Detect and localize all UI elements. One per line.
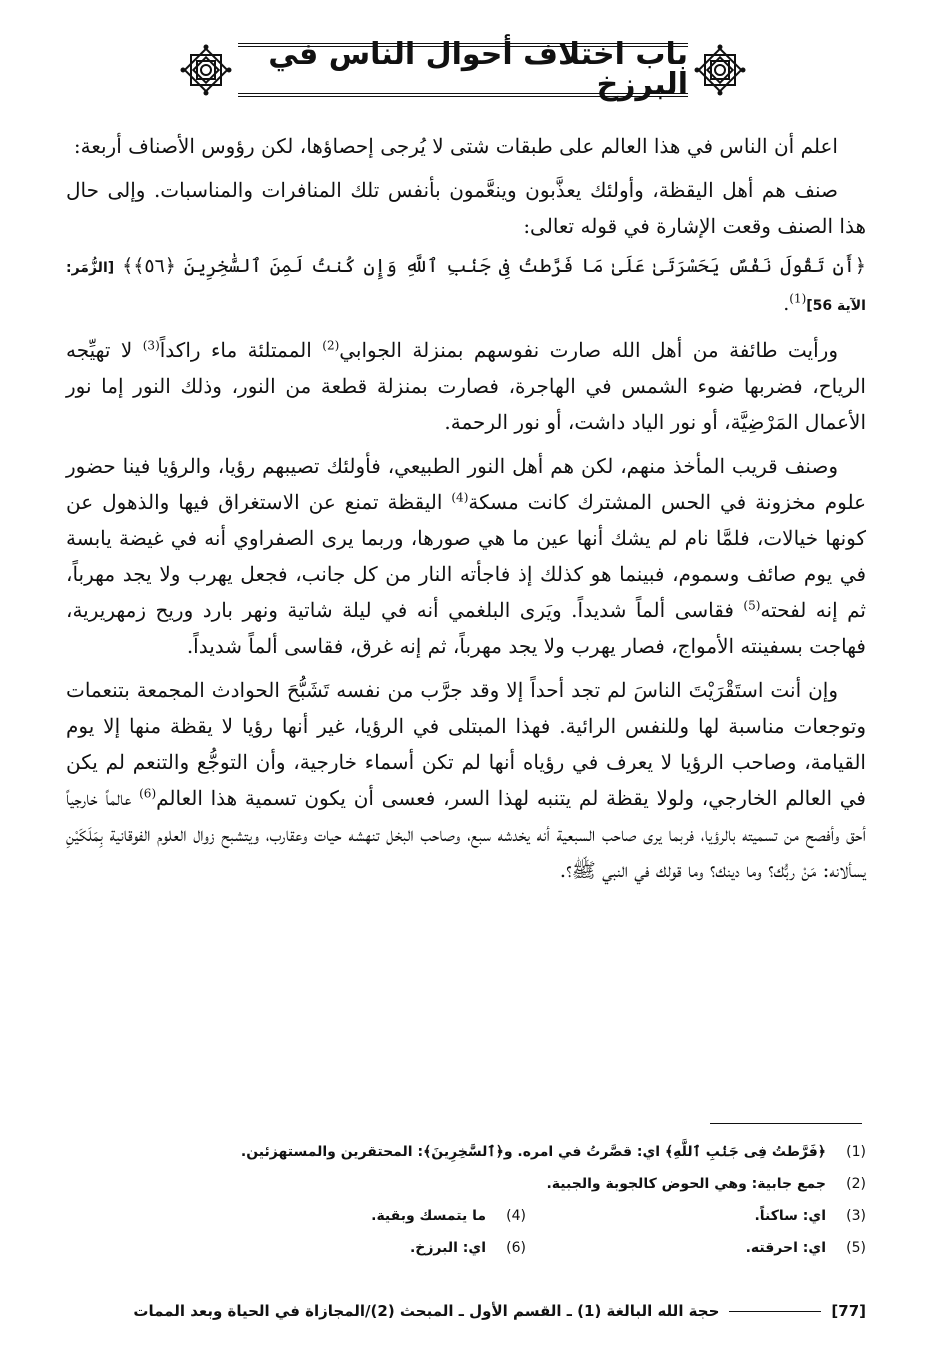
eight-point-star-ornament-icon [694,44,746,96]
paragraph-text: فقاسى ألماً شديداً. ويَرى البلغمي أنه في ليلة شاتية ونهر بارد وريح زمهريرية، فهاجت بسفينته الأمواج، فصار يهرب ولا يجد مهرباً، ثم إنه غرق، فقاسى ألماً شديداً. [66,598,866,658]
paragraph-text: اليقظة تمنع عن الاستغراق فيها والذهول عن كونها خيالات، فلمَّا نام لم يشك أنها عين ما هي صورها، وربما يرى الصفراوي أنه في غيضة يابسة في يوم صائف وسموم، فبينما هو كذلك إذ فاجأته النار من كل جانب، فجعل يهرب ولا يجد مهرباً، ثم إنه لفحته [66,490,866,622]
paragraph-2: صنف هم أهل اليقظة، وأولئك يعذَّبون وينعَّمون بأنفس تلك المنافرات والمناسبات. وإلى حال هذا الصنف وقعت الإشارة في قوله تعالى: [66,178,866,238]
footnote-number: (1) [846,1144,866,1160]
footnote-3 [526,1200,866,1232]
quran-verse: ﴿أَن تَقُولَ نَفْسٌ يَحَسْرَتَىٰ عَلَىٰ مَا فَرَّطتُ فِى جَنۢبِ ٱللَّهِ وَإِن كُنتُ لَمِنَ ٱلسَّٰخِرِينَ ﴿٥٦﴾﴾ [122,255,867,277]
footnotes [66,1136,866,1264]
footnote-4 [371,1200,526,1232]
footnote-marker: (5) [743,598,761,613]
eight-point-star-ornament-icon [180,44,232,96]
footnote-5 [526,1232,866,1264]
footnote-text: ما يتمسك وبقية. [371,1208,486,1224]
footnote-6 [410,1232,526,1264]
footnote-divider [710,1123,862,1124]
paragraph-text: وصنف قريب المأخذ منهم، لكن هم أهل النور الطبيعي، فأولئك تصيبهم رؤيا، والرؤيا فينا حضور علوم مخزونة في الحس المشترك كانت مسكة [66,454,866,514]
footnote-text: ﴿فَرَّطتُ فِى جَنۢبِ ٱللَّهِ﴾ اي: قصَّرتُ في امره. و﴿ٱلسَّٰخِرِينَ﴾: المحتقرين والمستهزئين. [240,1144,826,1160]
quran-verse-block: ﴿أَن تَقُولَ نَفْسٌ يَحَسْرَتَىٰ عَلَىٰ مَا فَرَّطتُ فِى جَنۢبِ ٱللَّهِ وَإِن كُنتُ لَمِنَ ٱلسَّٰخِرِينَ ﴿٥٦﴾﴾ [الزُّمَر: الآية 56]$^{(1)}$. [66,255,867,315]
paragraph-text: الممتلئة ماء راكداً [159,338,323,362]
footnote-number: (3) [846,1208,866,1224]
footnote-row [66,1232,866,1264]
footnote-row [66,1200,866,1232]
paragraph-4 [66,448,866,664]
page-number: [77] [831,1302,866,1320]
main-text [66,128,866,888]
footnote-number: (2) [846,1176,866,1192]
quran-reference: [الزُّمَر: الآية 56] [66,260,866,314]
footnote-2 [66,1168,866,1200]
paragraph-text: ورأيت طائفة من أهل الله صارت نفوسهم بمنزلة الجوابي [339,338,838,362]
footnote-number: (5) [846,1240,866,1256]
footnote-marker: (1) [789,291,807,306]
footnote-marker: (3) [142,338,160,353]
paragraph-text: عالماً خارجياً أحق وأفصح من تسميته بالرؤيا، فربما يرى صاحب السبعية أنه يخدشه سبع، وصاحب البخل تنهشه حيات وعقارب، ويتشبح زوال العلوم الفوقانية بِمَلَكَيْنِ يسألانه: مَنْ ربُّك؟ وما دينك؟ وما قولك في النبي ﷺ؟. [66,786,866,882]
paragraph-text: لا تهيِّجه الرياح، فضربها ضوء الشمس في الهاجرة، فصارت بمنزلة قطعة من النور، وذلك النور إما نور الأعمال المَرْضِيَّة، أو نور الياد داشت، أو نور الرحمة. [66,338,866,434]
paragraph-5 [66,672,866,888]
running-title: حجة الله البالغة (1) ـ القسم الأول ـ المبحث (2)/المجازاة في الحياة وبعد الممات [133,1302,720,1320]
footer-rule [729,1311,821,1312]
footnote-text: اي: ساكناً. [754,1208,826,1224]
footnote-marker: (2) [322,338,340,353]
footnote-text: اي: البرزخ. [409,1240,486,1256]
chapter-title-banner [180,37,746,102]
paragraph-text: وإن أنت استَقْرَيْتَ الناسَ لم تجد أحداً إلا وقد جرَّب من نفسه تَشَبُّحَ الحوادث المجمعة بتنعمات وتوجعات مناسبة لها وللنفس الرائية. فهذا المبتلى في الرؤيا، غير أنها رؤيا لا يقظة منها إلا يوم القيامة، وصاحب الرؤيا لا يعرف في رؤياه أنها لم تكن أسماء خارجية، وأن التوجُّع والتنعم لم يكن في العالم الخارجي، ولولا يقظة لم يتنبه لهذا السر، فعسى أن يكون تسمية هذا العالم [66,678,866,810]
paragraph-1: اعلم أن الناس في هذا العالم على طبقات شتى لا يُرجى إحصاؤها، لكن رؤوس الأصناف أربعة: [73,134,838,158]
footnote-number: (4) [506,1208,526,1224]
footnote-marker: (4) [451,490,469,505]
paragraph-3 [66,332,866,440]
footnote-1 [66,1136,866,1168]
chapter-title: باب اختلاف أحوال الناس في البرزخ [238,43,688,97]
footnote-number: (6) [506,1240,526,1256]
footnote-text: اي: احرقته. [745,1240,826,1256]
page-footer [66,1296,866,1326]
footnote-text: جمع جابية: وهي الحوض كالجوبة والجبية. [546,1176,826,1192]
footnote-marker: (6) [139,786,157,801]
